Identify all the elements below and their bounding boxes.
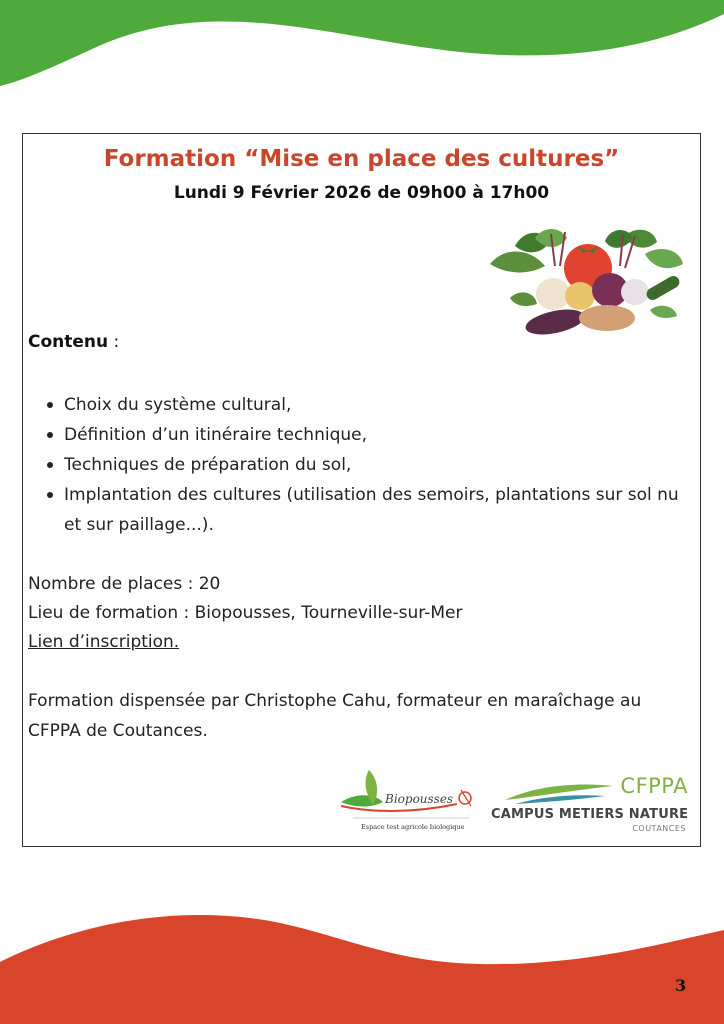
content-list: [28, 390, 693, 540]
cfppa-place: COUTANCES: [632, 824, 686, 833]
training-location: Lieu de formation : Biopousses, Tourneville-sur-Mer: [28, 603, 463, 623]
content-label: Contenu: [28, 332, 109, 352]
bottom-red-wave: [0, 904, 724, 1024]
list-item: Implantation des cultures (utilisation des semoirs, plantations sur sol nu et sur paillage...).: [28, 480, 693, 540]
event-info: [28, 570, 693, 657]
vegetables-illustration: [485, 226, 685, 341]
top-green-wave: [0, 0, 724, 95]
event-card: [22, 133, 701, 847]
trainer-info: Formation dispensée par Christophe Cahu, formateur en maraîchage au CFPPA de Coutances.: [28, 691, 642, 741]
cfppa-name: CFPPA: [620, 774, 688, 798]
page-number: 3: [675, 976, 687, 995]
event-title: Formation “Mise en place des cultures”: [103, 146, 620, 172]
list-item: Choix du système cultural,: [28, 390, 693, 420]
cfppa-logo: [491, 774, 696, 840]
cfppa-swoosh-icon: [505, 776, 615, 806]
list-item: Définition d’un itinéraire technique,: [28, 420, 693, 450]
cfppa-campus: CAMPUS METIERS NATURE: [491, 807, 689, 822]
places-count: Nombre de places : 20: [28, 574, 221, 594]
biopousses-logo: [339, 768, 481, 838]
content-separator: :: [108, 332, 120, 352]
biopousses-tagline: Espace test agricole biologique: [361, 823, 465, 831]
list-item: Techniques de préparation du sol,: [28, 450, 693, 480]
biopousses-name: Biopousses: [385, 792, 454, 806]
content-heading: [28, 332, 119, 352]
registration-link[interactable]: Lien d’inscription.: [28, 632, 180, 652]
event-date: Lundi 9 Février 2026 de 09h00 à 17h00: [173, 183, 550, 203]
